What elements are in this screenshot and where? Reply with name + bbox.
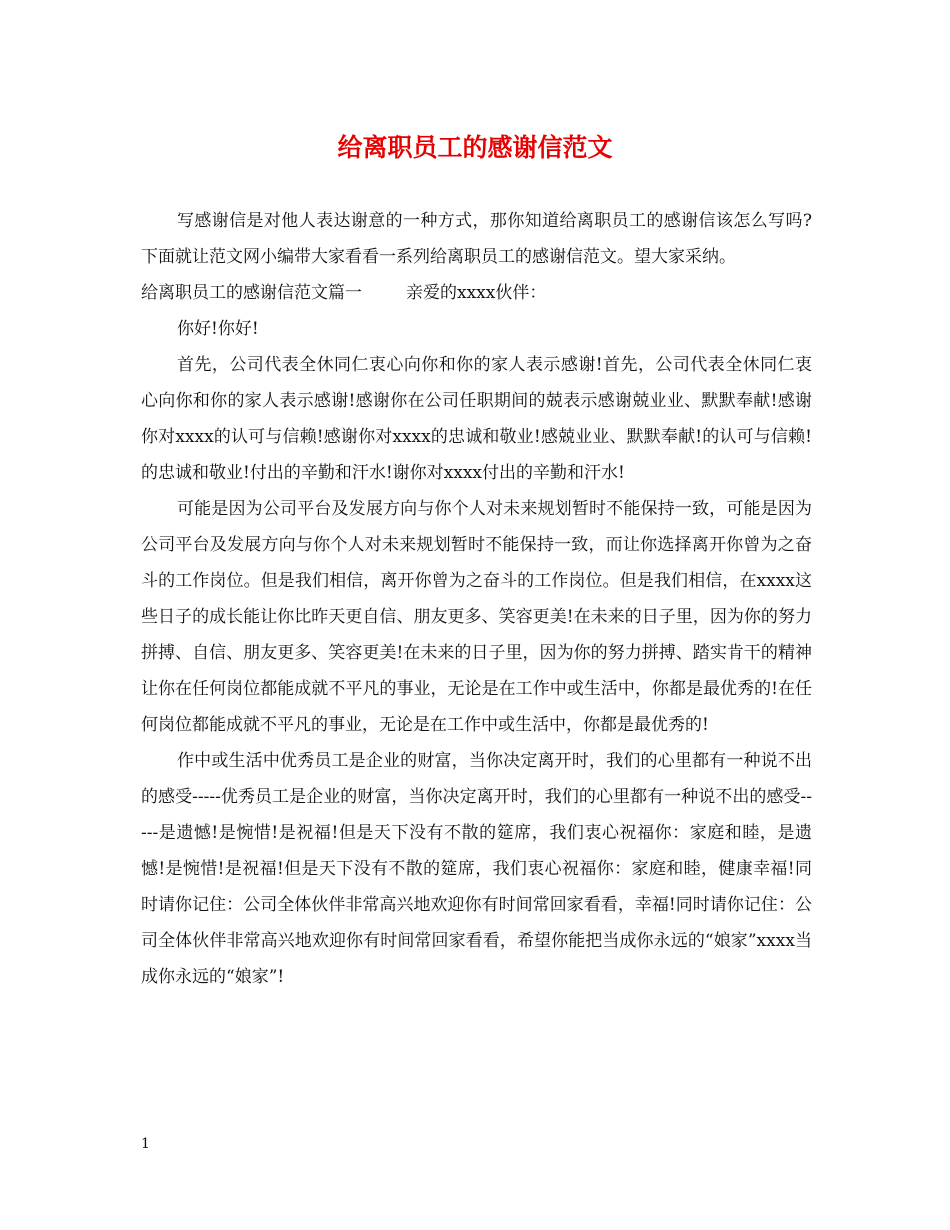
body-paragraph-1: 首先，公司代表全休同仁衷心向你和你的家人表示感谢!首先，公司代表全休同仁衷心向你和你的家人表示感谢!感谢你在公司任职期间的兢表示感谢兢业业、默默奉献!感谢你对xxxx的认可与信赖!感谢你对xxxx的忠诚和敬业!感兢业业、默默奉献!的认可与信赖!的忠诚和敬业!付出的辛勤和汗水!谢你对xxxx付出的辛勤和汗水! [141, 355, 812, 483]
document-body [141, 203, 812, 995]
salutation: 亲爱的xxxx伙伴： [406, 283, 547, 303]
greeting: 你好!你好! [177, 319, 259, 339]
section-heading-line [141, 275, 812, 311]
body-paragraph-2: 可能是因为公司平台及发展方向与你个人对未来规划暂时不能保持一致，可能是因为公司平台及发展方向与你个人对未来规划暂时不能保持一致，而让你选择离开你曾为之奋斗的工作岗位。但是我们相信，离开你曾为之奋斗的工作岗位。但是我们相信，在xxxx这些日子的成长能让你比昨天更自信、朋友更多、笑容更美!在未来的日子里，因为你的努力拼搏、自信、朋友更多、笑容更美!在未来的日子里，因为你的努力拼搏、踏实肯干的精神让你在任何岗位都能成就不平凡的事业，无论是在工作中或生活中，你都是最优秀的!在任何岗位都能成就不平凡的事业，无论是在工作中或生活中，你都是最优秀的! [141, 499, 812, 735]
section-heading: 给离职员工的感谢信范文篇一 [141, 283, 362, 303]
body-paragraph-3: 作中或生活中优秀员工是企业的财富，当你决定离开时，我们的心里都有一种说不出的感受-----优秀员工是企业的财富，当你决定离开时，我们的心里都有一种说不出的感受-----是遗憾!是惋惜!是祝福!但是天下没有不散的筵席，我们衷心祝福你：家庭和睦，是遗憾!是惋惜!是祝福!但是天下没有不散的筵席，我们衷心祝福你：家庭和睦，健康幸福!同时请你记住：公司全体伙伴非常高兴地欢迎你有时间常回家看看，幸福!同时请你记住：公司全体伙伴非常高兴地欢迎你有时间常回家看看，希望你能把当成你永远的“娘家”xxxx当成你永远的“娘家”! [141, 751, 812, 987]
page-number: 1 [141, 1136, 150, 1152]
document-title: 给离职员工的感谢信范文 [337, 133, 613, 162]
intro-paragraph: 写感谢信是对他人表达谢意的一种方式，那你知道给离职员工的感谢信该怎么写吗?下面就让范文网小编带大家看看一系列给离职员工的感谢信范文。望大家采纳。 [141, 211, 812, 267]
